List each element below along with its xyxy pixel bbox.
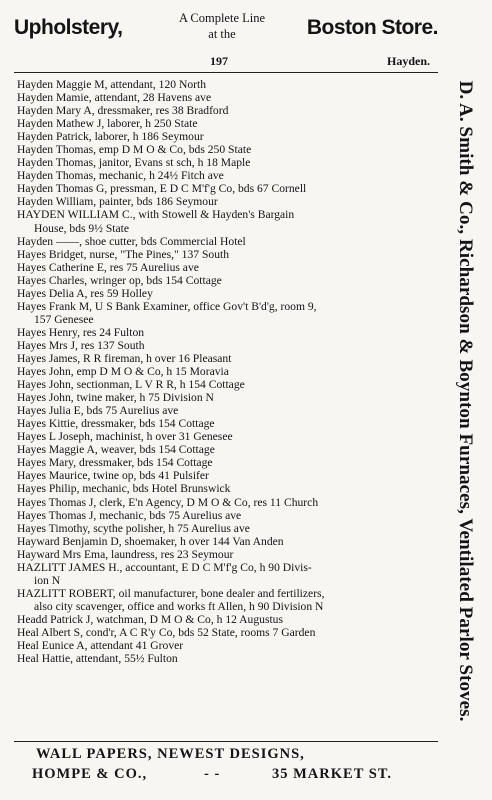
upholstery-ad-text: Upholstery,	[14, 16, 123, 39]
directory-entry: Hayes James, R R fireman, h over 16 Pleasant	[17, 351, 232, 365]
directory-entry: Hayes Thomas J, mechanic, bds 75 Aurelius ave	[17, 508, 242, 522]
directory-entry: Hayden Thomas G, pressman, E D C M'f'g Co, bds 67 Cornell	[17, 182, 307, 196]
footer-dashes: - -	[204, 766, 221, 782]
directory-entry: Hayden Mamie, attendant, 28 Havens ave	[17, 91, 212, 105]
directory-entry: Hayes Kittie, dressmaker, bds 154 Cottage	[17, 417, 215, 431]
directory-entry: Hayes Mary, dressmaker, bds 154 Cottage	[17, 456, 213, 470]
bottom-advertisement	[14, 744, 442, 788]
directory-entry: Hayden Thomas, emp D M O & Co, bds 250 State	[17, 143, 252, 157]
directory-entry: Hayes John, twine maker, h 75 Division N	[17, 391, 214, 405]
directory-entry: Hayes Timothy, scythe polisher, h 75 Aurelius ave	[17, 521, 250, 535]
directory-entry: Hayes Maggie A, weaver, bds 154 Cottage	[17, 443, 215, 457]
market-street-address: 35 MARKET ST.	[272, 766, 393, 782]
directory-entry: Hayes Delia A, res 59 Holley	[17, 286, 153, 300]
directory-entry: Hayden Maggie M, attendant, 120 North	[17, 78, 206, 91]
directory-entry: Heal Eunice A, attendant 41 Grover	[17, 639, 184, 653]
directory-entry: HAZLITT ROBERT, oil manufacturer, bone dealer and fertilizers,	[17, 586, 325, 600]
running-header	[14, 54, 438, 70]
directory-entry: Hayes Mrs J, res 137 South	[17, 338, 145, 352]
header-rule	[14, 72, 438, 73]
running-head-name: Hayden.	[386, 54, 430, 68]
side-ad-text: D. A. Smith & Co., Richardson & Boynton Furnaces, Ventilated Parlor Stoves.	[455, 80, 476, 722]
directory-entry: Hayes Maurice, twine op, bds 41 Pulsifer	[17, 469, 209, 483]
directory-entry: Hayden Thomas, mechanic, h 24½ Fitch ave	[17, 169, 224, 183]
boston-store-ad-text: Boston Store.	[306, 16, 438, 39]
directory-entry: Hayden ——, shoe cutter, bds Commercial Hotel	[17, 234, 246, 248]
directory-entry: HAYDEN WILLIAM C., with Stowell & Hayden's Bargain	[17, 208, 295, 222]
footer-rule	[14, 741, 438, 742]
directory-entry-continuation: also city scavenger, office and works ft Allen, h 90 Division N	[34, 599, 324, 613]
directory-entry: Hayden Thomas, janitor, Evans st sch, h 18 Maple	[17, 156, 251, 170]
hompe-company-name: HOMPE & CO.,	[32, 766, 148, 782]
directory-entry-continuation: 157 Genesee	[34, 312, 94, 326]
directory-entry: Hayden Patrick, laborer, h 186 Seymour	[17, 130, 204, 144]
directory-entry: Hayes Philip, mechanic, bds Hotel Brunswick	[17, 482, 231, 496]
wall-papers-ad-line: WALL PAPERS, NEWEST DESIGNS,	[36, 746, 305, 762]
directory-entry: Hayes John, sectionman, L V R R, h 154 Cottage	[17, 378, 245, 392]
directory-entry: Hayes Bridget, nurse, "The Pines," 137 South	[17, 247, 230, 261]
directory-entry: HAZLITT JAMES H., accountant, E D C M'f'g Co, h 90 Divis-	[17, 560, 312, 574]
directory-entry: Hayward Mrs Ema, laundress, res 23 Seymour	[17, 547, 234, 561]
complete-line-ad-text	[152, 10, 292, 42]
complete-line-ad-line1: A Complete Line	[178, 11, 266, 25]
directory-entry: Hayes Julia E, bds 75 Aurelius ave	[17, 404, 179, 418]
side-advertisement	[443, 56, 487, 746]
directory-entry: Hayes Henry, res 24 Fulton	[17, 325, 145, 339]
directory-entry-continuation: ion N	[34, 573, 61, 587]
directory-entry: Hayward Benjamin D, shoemaker, h over 144 Van Anden	[17, 534, 284, 548]
complete-line-ad-line2: at the	[208, 27, 236, 41]
directory-entry: Heal Albert S, cond'r, A C R'y Co, bds 52 State, rooms 7 Garden	[17, 625, 316, 639]
directory-entry: Hayes L Joseph, machinist, h over 31 Genesee	[17, 430, 233, 444]
directory-entry: Hayes Frank M, U S Bank Examiner, office Gov't B'd'g, room 9,	[17, 299, 317, 313]
directory-entry: Hayes Charles, wringer op, bds 154 Cottage	[17, 273, 222, 287]
directory-entry: Hayes Thomas J, clerk, E'n Agency, D M O & Co, res 11 Church	[17, 495, 319, 509]
directory-entry: Hayden William, painter, bds 186 Seymour	[17, 195, 218, 209]
directory-listing	[17, 78, 445, 665]
directory-entry: Heal Hattie, attendant, 55½ Fulton	[17, 652, 178, 666]
directory-entry: Headd Patrick J, watchman, D M O & Co, h 12 Augustus	[17, 612, 283, 626]
directory-entry: Hayden Mary A, dressmaker, res 38 Bradford	[17, 104, 229, 118]
page-number: 197	[210, 54, 228, 68]
directory-entry: Hayden Mathew J, laborer, h 250 State	[17, 117, 198, 131]
directory-entry-continuation: House, bds 9½ State	[34, 221, 129, 235]
directory-entry: Hayes John, emp D M O & Co, h 15 Moravia	[17, 365, 229, 379]
directory-entry: Hayes Catherine E, res 75 Aurelius ave	[17, 260, 199, 274]
top-advertisement-banner	[14, 10, 438, 46]
